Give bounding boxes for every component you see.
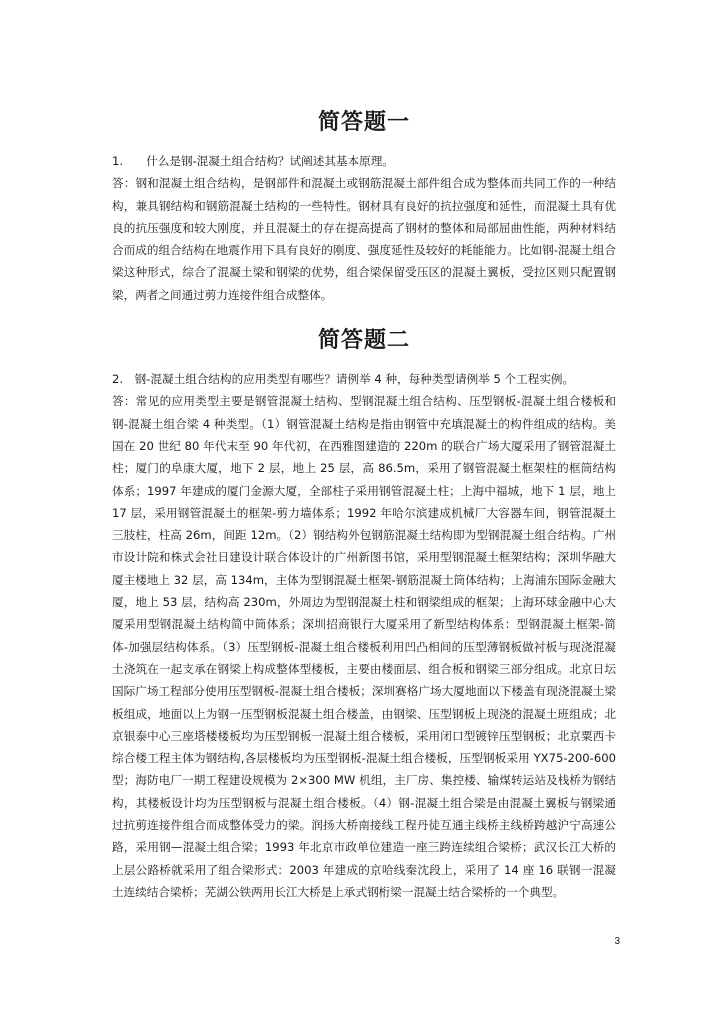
page-number: 3	[614, 936, 620, 947]
page-content	[112, 108, 616, 903]
answer-1: 答：钢和混凝土组合结构，是钢部件和混凝土或钢筋混凝土部件组合成为整体而共同工作的一种结构，兼具钢结构和钢筋混凝土结构的一些特性。钢材具有良好的抗拉强度和延性，而混凝土具有优良的抗压强度和较大刚度，并且混凝土的存在提高提高了钢材的整体和局部屈曲性能，两种材料结合而成的组合结构在地震作用下具有良好的刚度、强度延性及较好的耗能能力。比如钢-混凝土组合梁这种形式，综合了混凝土梁和钢梁的优势，组合梁保留受压区的混凝土翼板，受拉区则只配置钢梁，两者之间通过剪力连接件组合成整体。	[112, 176, 616, 302]
question-1: 1. 什么是钢-混凝土组合结构？试阐述其基本原理。	[112, 154, 394, 168]
answer-2: 答：常见的应用类型主要是钢管混凝土结构、型钢混凝土组合结构、压型钢板-混凝土组合楼板和钢-混凝土组合梁 4 种类型。（1）钢管混凝土结构是指由钢管中充填混凝土的构件组成的结构。美国在 20 世纪 80 年代末至 90 年代初，在西雅图建造的 220m 的联合广场大厦采用了钢管混凝土柱；厦门的阜康大厦，地下 2 层，地上 25 层，高 86.5m，采用了钢管混凝土框架柱的框筒结构体系；1997 年建成的厦门金源大厦，全部柱子采用钢管混凝土柱；上海中福城，地下 1 层，地上 17 层，采用钢管混凝土的框架-剪力墙体系；1992 年哈尔滨建成机械厂大容器车间，钢管混凝土三肢柱，柱高 26m，间距 12m。（2）钢结构外包钢筋混凝土结构即为型钢混凝土组合结构。广州市设计院和株式会社日建设计联合体设计的广州新图书馆，采用型钢混凝土框架结构；深圳华融大厦主楼地上 32 层，高 134m，主体为型钢混凝土框架-钢筋混凝土筒体结构；上海浦东国际金融大厦，地上 53 层，结构高 230m，外周边为型钢混凝土柱和钢梁组成的框架；上海环球金融中心大厦采用型钢混凝土结构简中筒体系；深圳招商银行大厦采用了新型结构体系：型钢混凝土框架-简体-加强层结构体系。（3）压型钢板-混凝土组合楼板利用凹凸相间的压型薄钢板做衬板与现浇混凝土浇筑在一起支承在钢梁上构成整体型楼板，主要由楼面层、组合板和钢梁三部分组成。北京日坛国际广场工程部分使用压型钢板-混凝土组合楼板；深圳赛格广场大厦地面以下楼盖有现浇混凝土梁板组成，地面以上为钢一压型钢板混凝土组合楼盖，由钢梁、压型钢板上现浇的混凝土班组成；北京银泰中心三座塔楼楼板均为压型钢板一混凝土组合楼板，采用闭口型镀锌压型钢板；北京粟西卡综合楼工程主体为钢结构,各层楼板均为压型钢板-混凝土组合楼板，压型钢板采用 YX75-200-600 型；海防电厂一期工程建设规模为 2×300 MW 机组，主厂房、集控楼、输煤转运站及栈桥为钢结构，其楼板设计均为压型钢板与混凝土组合楼板。（4）钢-混凝土组合梁是由混凝土翼板与钢梁通过抗剪连接件组合而成整体受力的梁。润扬大桥南接线工程丹徒互通主线桥主线桥跨越沪宁高速公路，采用钢—混凝土组合梁；1993 年北京市政单位建造一座三跨连续组合梁桥；武汉长江大桥的上层公路桥就采用了组合梁形式：2003 年建成的京哈线秦沈段上，采用了 14 座 16 联钢一混凝土连续结合梁桥；芜湖公铁两用长江大桥是上承式钢桁梁一混凝土结合梁桥的一个典型。	[112, 394, 616, 899]
section-title-2: 简答题二	[317, 328, 410, 354]
question-2: 2. 钢-混凝土组合结构的应用类型有哪些？请例举 4 种，每种类型请例举 5 个工程实例。	[112, 372, 575, 387]
section-title-1: 简答题一	[317, 110, 410, 135]
